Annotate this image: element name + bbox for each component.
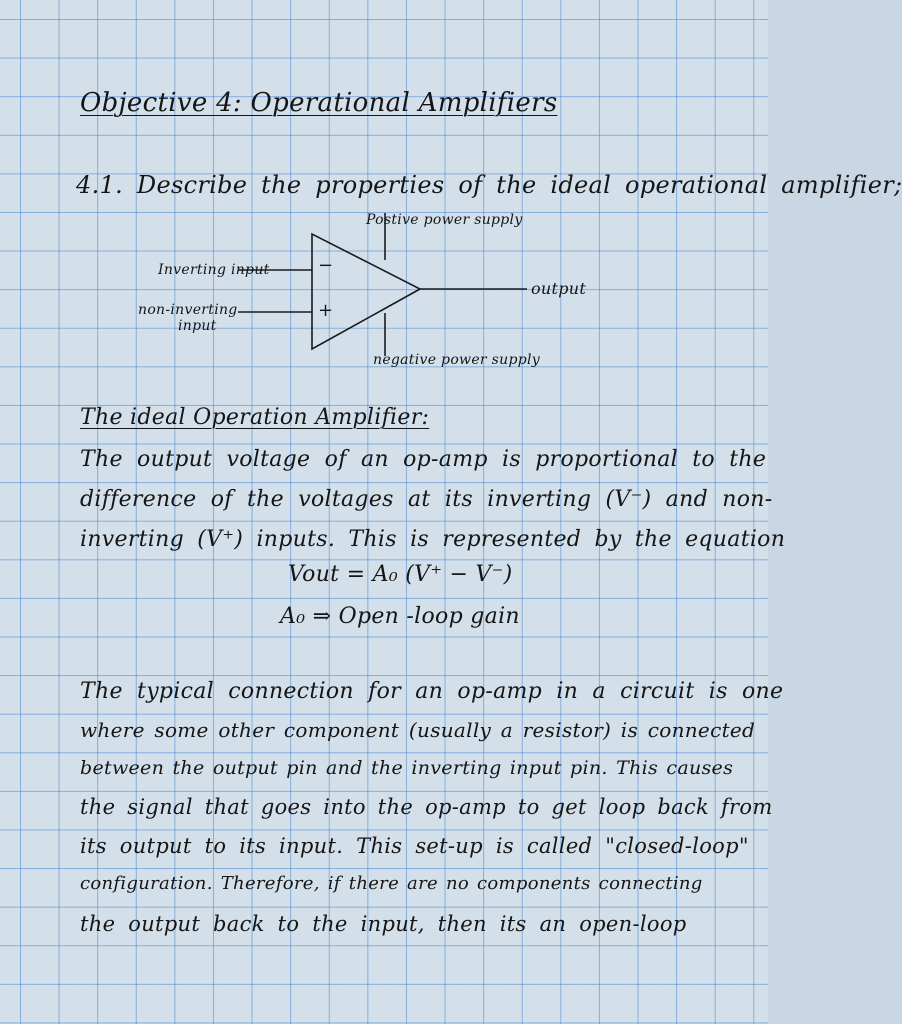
paragraph1-line: inverting (V⁺) inputs. This is represented by the equation — [80, 527, 786, 552]
inverting-input-label: Inverting input — [158, 262, 270, 278]
section-heading: The ideal Operation Amplifier: — [80, 405, 430, 430]
output-label: output — [531, 279, 587, 298]
negative-supply-label: negative power supply — [373, 352, 540, 368]
paragraph2-line: its output to its input. This set-up is called "closed-loop" — [80, 834, 749, 858]
plus-sign: + — [318, 300, 334, 321]
equation: Vout = A₀ (V⁺ − V⁻) — [288, 562, 513, 587]
paragraph2-line: The typical connection for an op-amp in a circuit is one — [80, 679, 784, 704]
positive-supply-label: Postive power supply — [366, 212, 523, 228]
paragraph2-line: configuration. Therefore, if there are no components connecting — [80, 873, 703, 894]
question-text: 4.1. Describe the properties of the ideal operational amplifier; — [76, 171, 902, 199]
paragraph1-line: difference of the voltages at its inverting (V⁻) and non- — [80, 487, 773, 512]
page-title: Objective 4: Operational Amplifiers — [80, 88, 558, 118]
paragraph2-line: between the output pin and the inverting input pin. This causes — [80, 757, 734, 779]
paragraph2-line: where some other component (usually a resistor) is connected — [80, 718, 756, 742]
non-inverting-label-line2: input — [178, 318, 217, 334]
paragraph1-line: The output voltage of an op-amp is proportional to the — [80, 447, 767, 472]
paragraph2-line: the signal that goes into the op-amp to get loop back from — [80, 795, 773, 819]
minus-sign: − — [318, 255, 334, 276]
open-loop-gain-definition: A₀ ⇒ Open -loop gain — [280, 604, 520, 629]
non-inverting-label-line1: non-inverting — [138, 302, 238, 318]
op-amp-triangle — [312, 234, 420, 349]
paragraph2-line: the output back to the input, then its an open-loop — [80, 912, 687, 936]
